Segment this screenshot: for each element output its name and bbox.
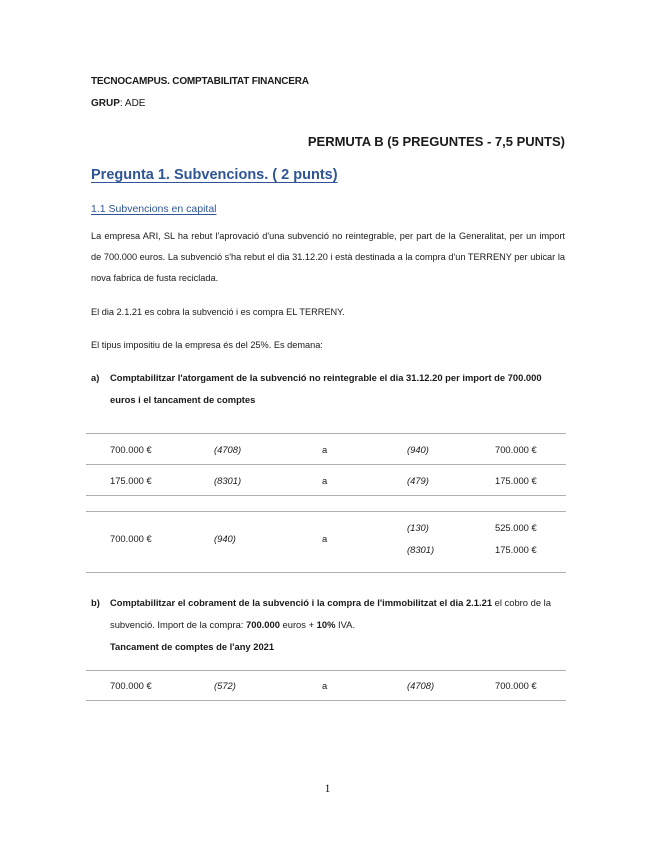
debit-account: (4708) xyxy=(214,444,242,455)
table-a-rule xyxy=(86,464,566,465)
debit-account: (572) xyxy=(214,680,236,691)
credit-amount: 175.000 € xyxy=(495,544,537,555)
entry-separator: a xyxy=(322,475,328,486)
credit-amount: 700.000 € xyxy=(495,680,537,691)
exam-variant-title: PERMUTA B (5 PREGUNTES - 7,5 PUNTS) xyxy=(307,134,565,149)
debit-amount: 700.000 € xyxy=(110,444,152,455)
table-b-rule-bottom xyxy=(86,700,566,701)
credit-amount: 175.000 € xyxy=(495,475,537,486)
group-label: GRUP xyxy=(91,98,120,109)
page-number: 1 xyxy=(324,781,331,795)
table-a-rule-top xyxy=(86,433,566,434)
credit-account: (130) xyxy=(407,522,429,533)
debit-account: (8301) xyxy=(214,475,242,486)
subsection-title: 1.1 Subvencions en capital xyxy=(91,203,217,215)
statement-paragraph: La empresa ARI, SL ha rebut l'aprovació d'una subvenció no reintegrable, per part de la Generalitat, per un import de 700.000 euros. La subvenció s'ha rebut el dia 31.12.20 i està destinada a la compra d'un TERRENY per ubicar la nova fabrica de fusta reciclada. xyxy=(91,231,565,283)
debit-amount: 175.000 € xyxy=(110,475,152,486)
entry-separator: a xyxy=(322,444,328,455)
credit-account: (479) xyxy=(407,475,429,486)
group-line xyxy=(91,98,145,109)
debit-amount: 700.000 € xyxy=(110,533,152,544)
credit-account: (940) xyxy=(407,444,429,455)
question-a-label: a) xyxy=(91,372,100,383)
question-a xyxy=(91,367,565,411)
credit-account: (4708) xyxy=(407,680,435,691)
question-a-text: Comptabilitzar l'atorgament de la subvenció no reintegrable el dia 31.12.20 per import de 700.000 euros i el tancament de comptes xyxy=(110,372,542,405)
collection-paragraph: El dia 2.1.21 es cobra la subvenció i es compra EL TERRENY. xyxy=(91,307,345,317)
entry-separator: a xyxy=(322,680,328,691)
entry-separator: a xyxy=(322,533,328,544)
credit-amount: 700.000 € xyxy=(495,444,537,455)
group-value: : ADE xyxy=(119,98,146,109)
credit-account: (8301) xyxy=(407,544,435,555)
question-b-text: Comptabilitzar el cobrament de la subvenció i la compra de l'immobilitzat el dia 2.1.21 el cobro de la subvenció. Import de la compra: 700.000 euros + 10% IVA. Tancament de comptes de l'any 2021 xyxy=(110,597,551,652)
table-a-rule xyxy=(86,495,566,496)
debit-amount: 700.000 € xyxy=(110,680,152,691)
table-a-rule-bottom xyxy=(86,572,566,573)
course-header: TECNOCAMPUS. COMPTABILITAT FINANCERA xyxy=(91,76,309,87)
table-b-rule-top xyxy=(86,670,566,671)
credit-amount: 525.000 € xyxy=(495,522,537,533)
question-title: Pregunta 1. Subvencions. ( 2 punts) xyxy=(91,167,338,183)
debit-account: (940) xyxy=(214,533,236,544)
tax-rate-paragraph: El tipus impositiu de la empresa és del 25%. Es demana: xyxy=(91,340,323,350)
question-b xyxy=(91,592,565,658)
question-b-label: b) xyxy=(91,597,100,608)
table-a-rule xyxy=(86,511,566,512)
